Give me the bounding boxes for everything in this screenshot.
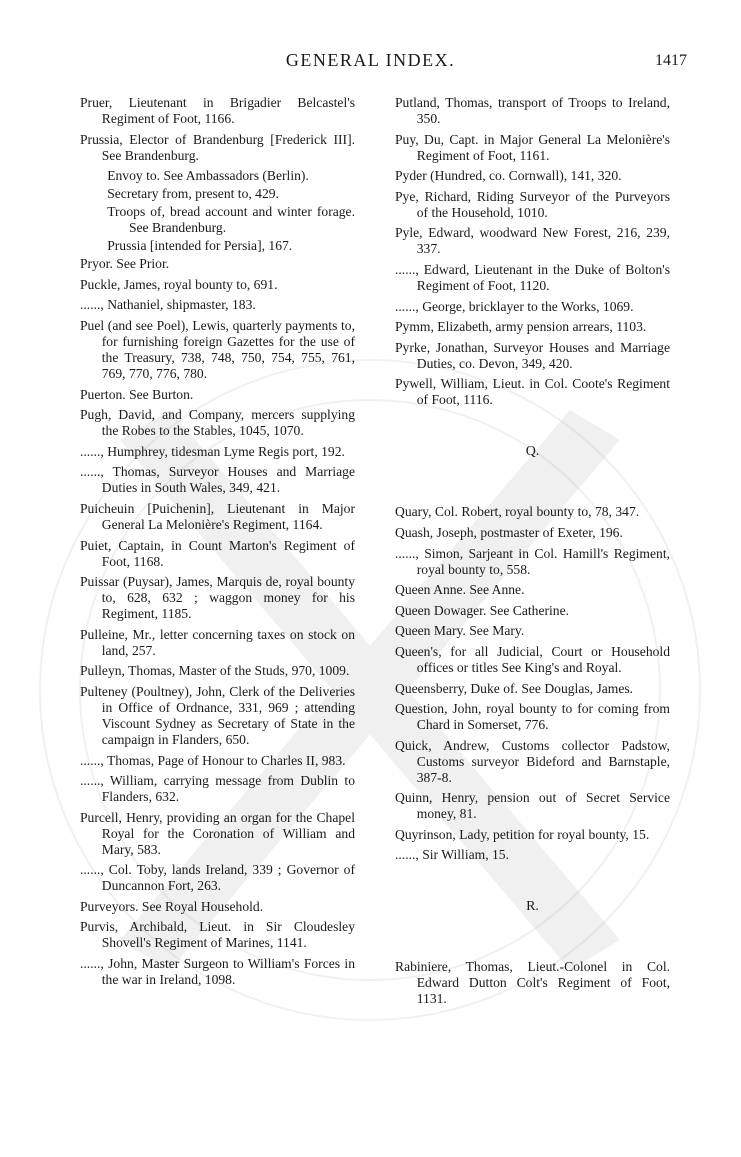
index-entry: Puicheuin [Puichenin], Lieutenant in Major General La Melonière's Regiment, 1164. xyxy=(80,500,355,532)
index-entry: Pryor. See Prior. xyxy=(80,256,170,272)
index-subentry: Prussia [intended for Persia], 167. xyxy=(107,238,293,254)
running-header: GENERAL INDEX. xyxy=(285,50,456,70)
index-entry: ......, George, bricklayer to the Works, 1069. xyxy=(395,298,634,314)
index-entry: Pulteney (Poultney), John, Clerk of the Deliveries in Office of Ordnance, 331, 969 ; attending Viscount Sydney as Secretary of State in the campaign in Flanders, 650. xyxy=(80,683,355,747)
index-entry: Queen's, for all Judicial, Court or Household offices or titles See King's and Royal. xyxy=(395,643,670,675)
index-entry: Prussia, Elector of Brandenburg [Frederick III]. See Brandenburg. xyxy=(80,131,355,163)
index-entry: Pyle, Edward, woodward New Forest, 216, 239, 337. xyxy=(395,225,670,257)
index-entry: ......, Sir William, 15. xyxy=(395,847,509,863)
index-entry: ......, Simon, Sarjeant in Col. Hamill's Regiment, royal bounty to, 558. xyxy=(395,545,670,577)
page-number: 1417 xyxy=(655,52,687,69)
index-entry: ......, John, Master Surgeon to William's Forces in the war in Ireland, 1098. xyxy=(80,956,355,988)
left-column xyxy=(80,95,355,993)
section-letter-r: R. xyxy=(526,899,539,915)
index-entry: ......, Thomas, Page of Honour to Charles II, 983. xyxy=(80,752,346,768)
index-entry: Pulleyn, Thomas, Master of the Studs, 970, 1009. xyxy=(80,663,350,679)
index-entry: ......, Thomas, Surveyor Houses and Marriage Duties in South Wales, 349, 421. xyxy=(80,464,355,496)
index-entry: Pyder (Hundred, co. Cornwall), 141, 320. xyxy=(395,168,622,184)
index-entry: ......, Nathaniel, shipmaster, 183. xyxy=(80,297,256,313)
index-entry: Pugh, David, and Company, mercers supplying the Robes to the Stables, 1045, 1070. xyxy=(80,407,355,439)
index-subentry: Secretary from, present to, 429. xyxy=(107,186,279,202)
index-subentry: Envoy to. See Ambassadors (Berlin). xyxy=(107,168,309,184)
index-entry: ......, Humphrey, tidesman Lyme Regis port, 192. xyxy=(80,443,345,459)
r-entries xyxy=(395,959,670,1007)
index-entry: Pyrke, Jonathan, Surveyor Houses and Marriage Duties, co. Devon, 349, 420. xyxy=(395,339,670,371)
index-entry: Puissar (Puysar), James, Marquis de, royal bounty to, 628, 632 ; waggon money for his Regiment, 1185. xyxy=(80,574,355,622)
index-entry: Puckle, James, royal bounty to, 691. xyxy=(80,276,278,292)
index-entry: Queen Dowager. See Catherine. xyxy=(395,602,570,618)
right-column xyxy=(395,95,670,1012)
index-entry: ......, William, carrying message from Dublin to Flanders, 632. xyxy=(80,773,355,805)
index-entry: Puel (and see Poel), Lewis, quarterly payments to, for furnishing foreign Gazettes for the use of the Treasury, 738, 748, 750, 754, 755, 761, 769, 770, 776, 780. xyxy=(80,317,355,381)
index-entry: Purcell, Henry, providing an organ for the Chapel Royal for the Coronation of William and Mary, 583. xyxy=(80,809,355,857)
index-entry: ......, Edward, Lieutenant in the Duke of Bolton's Regiment of Foot, 1120. xyxy=(395,261,670,293)
index-entry: Queen Mary. See Mary. xyxy=(395,623,525,639)
section-letter-q: Q. xyxy=(525,444,540,460)
index-entry: Purveyors. See Royal Household. xyxy=(80,898,264,914)
index-subentry: Troops of, bread account and winter forage. See Brandenburg. xyxy=(107,204,355,236)
index-entry: Pulleine, Mr., letter concerning taxes on stock on land, 257. xyxy=(80,626,355,658)
index-entry: Quary, Col. Robert, royal bounty to, 78, 347. xyxy=(395,504,640,520)
index-entry: Question, John, royal bounty to for coming from Chard in Somerset, 776. xyxy=(395,701,670,733)
index-entry: Queensberry, Duke of. See Douglas, James. xyxy=(395,680,634,696)
index-entry: Quash, Joseph, postmaster of Exeter, 196. xyxy=(395,524,623,540)
index-entry: Rabiniere, Thomas, Lieut.-Colonel in Col. Edward Dutton Colt's Regiment of Foot, 1131. xyxy=(395,959,670,1007)
index-entry: Pywell, William, Lieut. in Col. Coote's Regiment of Foot, 1116. xyxy=(395,376,670,408)
p-entries xyxy=(395,95,670,408)
index-entry: Puiet, Captain, in Count Marton's Regiment of Foot, 1168. xyxy=(80,537,355,569)
index-entry: Putland, Thomas, transport of Troops to Ireland, 350. xyxy=(395,95,670,126)
q-entries xyxy=(395,504,670,863)
index-entry: Pruer, Lieutenant in Brigadier Belcastel's Regiment of Foot, 1166. xyxy=(80,95,355,126)
index-entry: Pymm, Elizabeth, army pension arrears, 1103. xyxy=(395,319,647,335)
index-entry: Quinn, Henry, pension out of Secret Service money, 81. xyxy=(395,790,670,822)
index-entry: Pye, Richard, Riding Surveyor of the Purveyors of the Household, 1010. xyxy=(395,188,670,220)
index-entry: ......, Col. Toby, lands Ireland, 339 ; Governor of Duncannon Fort, 263. xyxy=(80,862,355,894)
index-entry: Puerton. See Burton. xyxy=(80,386,194,402)
index-entry: Quick, Andrew, Customs collector Padstow, Customs surveyor Bideford and Barnstaple, 387-8. xyxy=(395,737,670,785)
index-entry: Quyrinson, Lady, petition for royal bounty, 15. xyxy=(395,826,650,842)
index-entry: Queen Anne. See Anne. xyxy=(395,582,525,598)
index-entry: Puy, Du, Capt. in Major General La Melonière's Regiment of Foot, 1161. xyxy=(395,131,670,163)
index-entry: Purvis, Archibald, Lieut. in Sir Cloudesley Shovell's Regiment of Marines, 1141. xyxy=(80,919,355,951)
